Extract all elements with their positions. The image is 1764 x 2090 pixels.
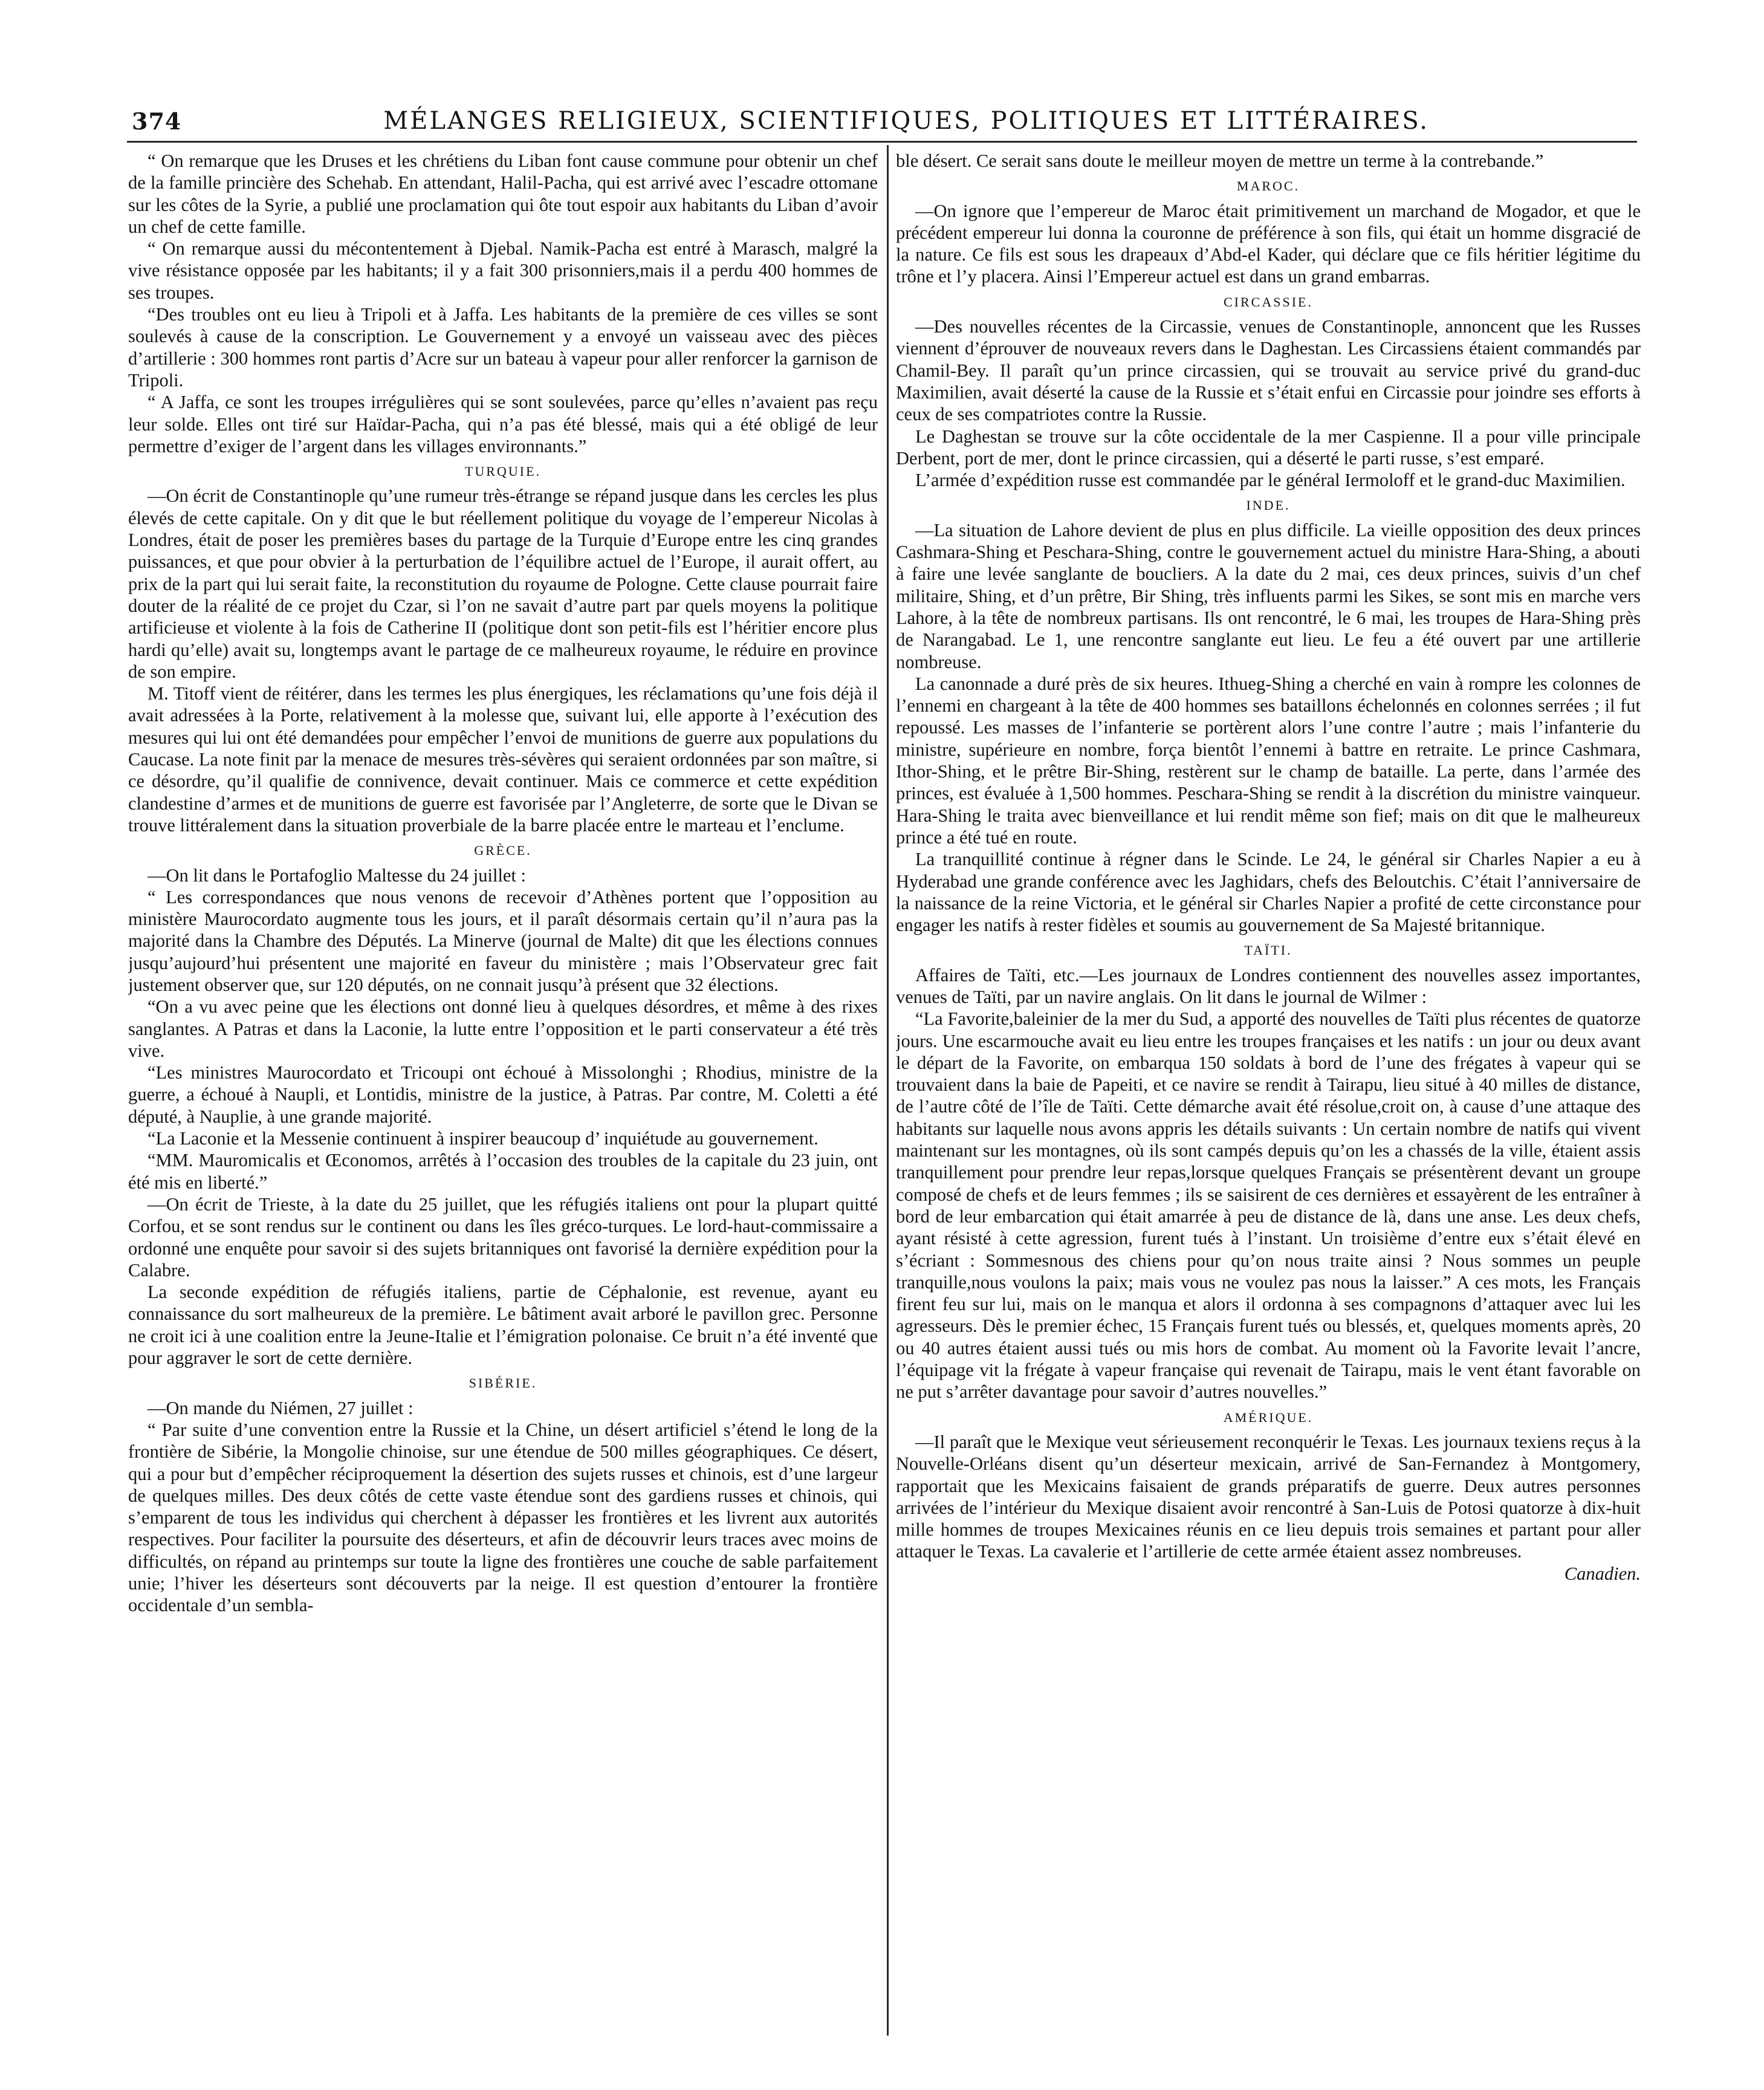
article-paragraph: —On écrit de Trieste, à la date du 25 juillet, que les réfugiés italiens ont pour la plupart quitté Corfou, et se sont rendus sur le continent ou dans les îles gréco-turques. Le lord-haut-commissaire a ordonné une enquête pour savoir si des sujets britanniques ont favorisé la dernière expédition pour la Calabre. xyxy=(128,1193,878,1280)
author-signature: Canadien. xyxy=(1564,1563,1641,1584)
article-paragraph: “ A Jaffa, ce sont les troupes irrégulières qui se sont soulevées, parce qu’elles n’avaient pas reçu leur solde. Elles ont tiré sur Haïdar-Pacha, qui n’a pas été blessé, mais qui a été obligé de leur permettre d’exiger de l’argent dans les villages environnants.” xyxy=(128,392,878,456)
article-paragraph: —La situation de Lahore devient de plus en plus difficile. La vieille opposition des deux princes Cashmara-Shing et Peschara-Shing, contre le gouvernement actuel du ministre Hara-Shing, a abouti à faire une levée sanglante de boucliers. A la date du 2 mai, ces deux princes, suivis d’un chef militaire, Shing, et d’un prêtre, Bir Shing, très influents parmi les Sikes, se sont mis en marche vers Lahore, à la tête de nombreux partisans. Ils ont rencontré, le 6 mai, les troupes de Hara-Shing près de Narangabad. Le 1, une rencontre sanglante eut lieu. Le feu a été ouvert par une artillerie nombreuse. xyxy=(896,519,1641,672)
article-paragraph: ble désert. Ce serait sans doute le meilleur moyen de mettre un terme à la contrebande.” xyxy=(896,151,1544,171)
right-column xyxy=(896,150,1641,2042)
article-paragraph: Affaires de Taïti, etc.—Les journaux de Londres contiennent des nouvelles assez importantes, venues de Taïti, par un navire anglais. On lit dans le journal de Wilmer : xyxy=(896,964,1641,1007)
article-paragraph: La canonnade a duré près de six heures. Ithueg-Shing a cherché en vain à rompre les colonnes de l’ennemi en chargeant à la tête de 400 hommes ses bataillons échelonnés en colonnes serrées ; il fut repoussé. Les masses de l’infanterie se portèrent alors l’une contre l’autre ; mais l’infanterie du ministre, supérieure en nombre, força bientôt l’ennemi à battre en retraite. Le prince Cashmara, Ithor-Shing, et le prêtre Bir-Shing, restèrent sur le champ de bataille. La perte, dans l’armée des princes, est évaluée à 1,500 hommes. Peschara-Shing se rendit à la discrétion du ministre vainqueur. Hara-Shing le traita avec bienveillance et lui rendit même son fief; mais on dit que le malheureux prince a été tué en route. xyxy=(896,673,1641,848)
page-header xyxy=(132,103,1631,139)
section-heading-circassie: CIRCASSIE. xyxy=(1224,294,1313,310)
article-paragraph: M. Titoff vient de réitérer, dans les termes les plus énergiques, les réclamations qu’une fois déjà il avait adressées à la Porte, relativement à la molesse que, suivant lui, elle apporte à l’exécution des mesures qui lui ont été demandées pour empêcher l’envoi de munitions de guerre aux populations du Caucase. La note finit par la menace de mesures très-sévères qui seraient ordonnées par son maître, si ce désordre, qu’il qualifie de connivence, devait continuer. Mais ce commerce et cette expédition clandestine d’armes et de munitions de guerre est favorisée par l’Angleterre, de sorte que le Divan se trouve littéralement dans la situation proverbiale de la barre placée entre le marteau et l’enclume. xyxy=(128,683,878,836)
article-paragraph: “ On remarque que les Druses et les chrétiens du Liban font cause commune pour obtenir un chef de la famille princière des Schehab. En attendant, Halil-Pacha, qui est arrivé avec l’escadre ottomane sur les côtes de la Syrie, a publié une proclamation qui ôte tout espoir aux habitants du Liban d’avoir un chef de cette famille. xyxy=(128,151,878,237)
header-rule xyxy=(127,141,1637,143)
left-column xyxy=(128,150,878,2042)
article-paragraph: “Des troubles ont eu lieu à Tripoli et à Jaffa. Les habitants de la première de ces villes se sont soulevés à cause de la conscription. Le Gouvernement y a envoyé un vaisseau avec des pièces d’artillerie : 300 hommes ront partis d’Acre sur un bateau à vapeur pour aller renforcer la garnison de Tripoli. xyxy=(128,304,878,391)
section-heading-turquie: TURQUIE. xyxy=(464,464,542,479)
article-paragraph: —Des nouvelles récentes de la Circassie, venues de Constantinople, annoncent que les Russes viennent d’éprouver de nouveaux revers dans le Daghestan. Les Circassiens étaient commandés par Chamil-Bey. Il paraît qu’un prince circassien, qui se trouvait au service privé du grand-duc Maximilien, avait déserté la cause de la Russie et s’était enfui en Circassie pour joindre ses efforts à ceux de ses compatriotes contre la Russie. xyxy=(896,316,1641,425)
article-paragraph: “MM. Mauromicalis et Œconomos, arrêtés à l’occasion des troubles de la capitale du 23 juin, ont été mis en liberté.” xyxy=(128,1150,878,1193)
article-paragraph: —On écrit de Constantinople qu’une rumeur très-étrange se répand jusque dans les cercles les plus élevés de cette capitale. On y dit que le but réellement politique du voyage de l’empereur Nicolas à Londres, était de poser les premières bases du partage de la Turquie d’Europe entre les cinq grandes puissances, et que pour obvier à la perturbation de l’équilibre actuel de l’Europe, il aurait offert, au prix de la part qui lui serait faite, la reconstitution du royaume de Pologne. Cette clause pourrait faire douter de la réalité de ce projet du Czar, si l’on ne savait d’autre part par quels moyens la politique artificieuse et violente à la fois de Catherine II (politique dont son petit-fils est l’héritier encore plus hardi qu’elle) avait su, longtemps avant le partage de ce malheureux royaume, le réduire en province de son empire. xyxy=(128,485,878,682)
article-paragraph: “On a vu avec peine que les élections ont donné lieu à quelques désordres, et même à des rixes sanglantes. A Patras et dans la Laconie, la lutte entre l’opposition et le parti conservateur a été très vive. xyxy=(128,996,878,1061)
article-paragraph: —On ignore que l’empereur de Maroc était primitivement un marchand de Mogador, et que le précédent empereur lui donna la couronne de préférence à son fils, qui était un homme disgracié de la nature. Ce fils est sous les drapeaux d’Abd-el Kader, qui déclare que ce fils héritier légitime du trône et l’y placera. Ainsi l’Empereur actuel est dans un grand embarras. xyxy=(896,200,1641,287)
section-heading-grece: GRÈCE. xyxy=(474,843,532,858)
article-paragraph: La seconde expédition de réfugiés italiens, partie de Céphalonie, est revenue, ayant eu connaissance du sort malheureux de la première. Le bâtiment avait arboré le pavillon grec. Personne ne croit ici à une coalition entre la Jeune-Italie et l’émigration polonaise. Ce bruit n’a été inventé que pour aggraver le sort de cette dernière. xyxy=(128,1282,878,1369)
section-heading-taiti: TAÏTI. xyxy=(1244,943,1292,958)
article-paragraph: “ Les correspondances que nous venons de recevoir d’Athènes portent que l’opposition au ministère Maurocordato augmente tous les jours, et il paraît désormais certain qu’il n’aura pas la majorité dans la Chambre des Députés. La Minerve (journal de Malte) dit que les élections connues jusqu’aujourd’hui présentent une majorité en faveur du ministère ; mais l’Observateur grec fait justement observer que, sur 120 députés, on ne connait jusqu’à présent que 32 élections. xyxy=(128,886,878,995)
section-heading-maroc: MAROC. xyxy=(1236,178,1300,194)
section-heading-amerique: AMÉRIQUE. xyxy=(1223,1409,1314,1425)
article-paragraph: “ On remarque aussi du mécontentement à Djebal. Namik-Pacha est entré à Marasch, malgré la vive résistance opposée par les habitants; il y a fait 300 prisonniers,mais il a perdu 400 hommes de ses troupes. xyxy=(128,238,878,303)
article-paragraph: “La Favorite,baleinier de la mer du Sud, a apporté des nouvelles de Taïti plus récentes de quatorze jours. Une escarmouche avait eu lieu entre les troupes françaises et les natifs : un jour ou deux avant le départ de la Favorite, on embarqua 150 soldats à bord de l’une des frégates à vapeur qui se trouvaient dans la baie de Papeiti, et ce navire se rendit à Tairapu, lieu situé à 40 milles de distance, de l’autre côté de l’île de Taïti. Cette démarche avait été résolue,croit on, à cause d’une attaque des habitants sur laquelle nous avons appris les détails suivants : Un certain nombre de natifs qui vivent maintenant sur les montagnes, où ils sont campés depuis qu’on les a chassés de la ville, étaient assis tranquillement pour prendre leur repas,lorsque quelques Français se présentèrent devant un groupe composé de chefs et de leurs femmes ; ils se saisirent de ces dernières et essayèrent de les entraîner à bord de leur embarcation qui était amarrée à peu de distance de là, dans une anse. Les deux chefs, ayant résisté à cette agression, furent tués à l’instant. Un troisième d’entre eux s’était élevé en s’écriant : Sommesnous des chiens pour qu’on nous traite ainsi ? Nous sommes un peuple tranquille,nous voulons la paix; mais vous ne voulez pas nous la laisser.” A ces mots, les Français firent feu sur lui, mais on le manqua et alors il ordonna à ses compagnons d’attaquer avec lui les agresseurs. Dès le premier échec, 15 Français furent tués ou blessés, et, quelques moments après, 20 ou 40 autres étaient aussi tués ou mis hors de combat. Au moment où la Favorite levait l’ancre, l’équipage vit la frégate à vapeur française qui revenait de Tairapu, mais le vent étant favorable on ne put s’arrêter davantage pour savoir d’autres nouvelles.” xyxy=(896,1008,1641,1403)
page-number: 374 xyxy=(132,107,182,135)
article-paragraph: “La Laconie et la Messenie continuent à inspirer beaucoup d’ inquiétude au gouvernement. xyxy=(148,1128,819,1149)
running-title: MÉLANGES RELIGIEUX, SCIENTIFIQUES, POLITIQUES ET LITTÉRAIRES. xyxy=(383,107,1430,135)
article-paragraph: —Il paraît que le Mexique veut sérieusement reconquérir le Texas. Les journaux texiens reçus à la Nouvelle-Orléans disent qu’un déserteur mexicain, arrivé de San-Fernandez à Montgomery, rapportait que les Mexicains faisaient de grands préparatifs de guerre. Deux autres personnes arrivées de l’intérieur du Mexique disaient avoir rencontré à San-Luis de Potosi quatorze à dix-huit mille hommes de troupes Mexicaines réunis en ce lieu depuis trois semaines et partant pour aller attaquer le Texas. La cavalerie et l’artillerie de cette armée étaient assez nombreuses. xyxy=(896,1431,1641,1562)
section-heading-siberie: SIBÉRIE. xyxy=(469,1375,537,1391)
article-paragraph: —On lit dans le Portafoglio Maltesse du 24 juillet : xyxy=(148,865,527,886)
article-paragraph: La tranquillité continue à régner dans le Scinde. Le 24, le général sir Charles Napier a eu à Hyderabad une grande conférence avec les Jaghidars, chefs des Beloutchis. C’était l’anniversaire de la naissance de la reine Victoria, et le général sir Charles Napier a profité de cette circonstance pour engager les natifs à rester fidèles et soumis au gouvernement de Sa Majesté britannique. xyxy=(896,849,1641,936)
column-divider xyxy=(887,145,889,2036)
section-heading-inde: INDE. xyxy=(1246,498,1291,513)
article-paragraph: —On mande du Niémen, 27 juillet : xyxy=(148,1397,413,1418)
article-paragraph: “ Par suite d’une convention entre la Russie et la Chine, un désert artificiel s’étend le long de la frontière de Sibérie, la Mongolie chinoise, sur une étendue de 500 milles géographiques. Ce désert, qui a pour but d’empêcher réciproquement la désertion des sujets russes et chinois, est d’une largeur de quelques milles. Des deux côtés de cette vaste étendue sont des gardiens russes et chinois, qui s’emparent de tous les individus qui cherchent à dépasser les frontières et les livrent aux autorités respectives. Pour faciliter la poursuite des déserteurs, et afin de découvrir leurs traces avec moins de difficultés, on répand au printemps sur toute la ligne des frontières une couche de sable parfaitement unie; l’hiver les déserteurs sont découverts par la neige. Il est question d’entourer la frontière occidentale d’un sembla- xyxy=(128,1419,878,1616)
article-paragraph: L’armée d’expédition russe est commandée par le général Iermoloff et le grand-duc Maximilien. xyxy=(915,470,1626,491)
article-paragraph: Le Daghestan se trouve sur la côte occidentale de la mer Caspienne. Il a pour ville principale Derbent, port de mer, dont le prince circassien, qui a déserté le parti russe, s’est emparé. xyxy=(896,426,1641,469)
article-paragraph: “Les ministres Maurocordato et Tricoupi ont échoué à Missolonghi ; Rhodius, ministre de la guerre, a échoué à Naupli, et Lontidis, ministre de la justice, à Patras. Par contre, M. Coletti a été député, à Nauplie, à une grande majorité. xyxy=(128,1062,878,1127)
